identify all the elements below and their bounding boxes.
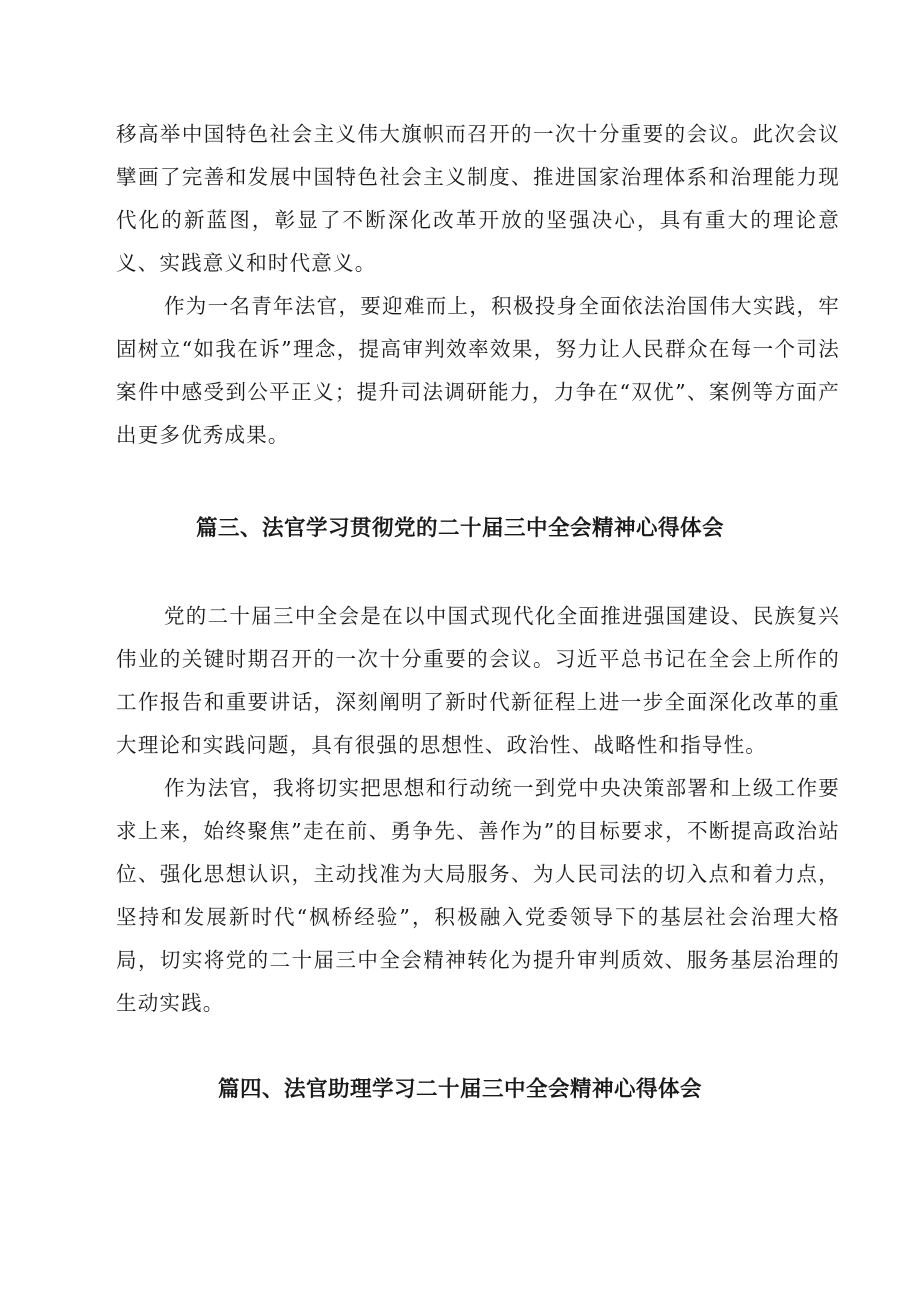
section-4-title: 篇四、法官助理学习二十届三中全会精神心得体会 xyxy=(217,1077,702,1102)
section-3-paragraph-2: 作为法官，我将切实把思想和行动统一到党中央决策部署和上级工作要求上来，始终聚焦”走在前、勇争先、善作为”的目标要求，不断提高政治站位、强化思想认识，主动找准为大局服务、为人民司法的切入点和着力点，坚持和发展新时代“枫桥经验”，积极融入党委领导下的基层社会治理大格局，切实将党的二十届三中全会精神转化为提升审判质效、服务基层治理的生动实践。 xyxy=(116,776,840,1015)
paragraph-continued-meeting-significance: 移高举中国特色社会主义伟大旗帜而召开的一次十分重要的会议。此次会议擘画了完善和发展中国特色社会主义制度、推进国家治理体系和治理能力现代化的新蓝图，彰显了不断深化改革开放的坚强决心，具有重大的理论意义、实践意义和时代意义。 xyxy=(116,122,840,275)
paragraph-young-judge: 作为一名青年法官，要迎难而上，积极投身全面依法治国伟大实践，牢固树立“如我在诉”理念，提高审判效率效果，努力让人民群众在每一个司法案件中感受到公平正义；提升司法调研能力，力争在“双优”、案例等方面产出更多优秀成果。 xyxy=(116,294,840,447)
section-3-paragraph-1: 党的二十届三中全会是在以中国式现代化全面推进强国建设、民族复兴伟业的关键时期召开的一次十分重要的会议。习近平总书记在全会上所作的工作报告和重要讲话，深刻阐明了新时代新征程上进一步全面深化改革的重大理论和实践问题，具有很强的思想性、政治性、战略性和指导性。 xyxy=(116,604,840,757)
section-3-title: 篇三、法官学习贯彻党的二十届三中全会精神心得体会 xyxy=(195,516,724,541)
